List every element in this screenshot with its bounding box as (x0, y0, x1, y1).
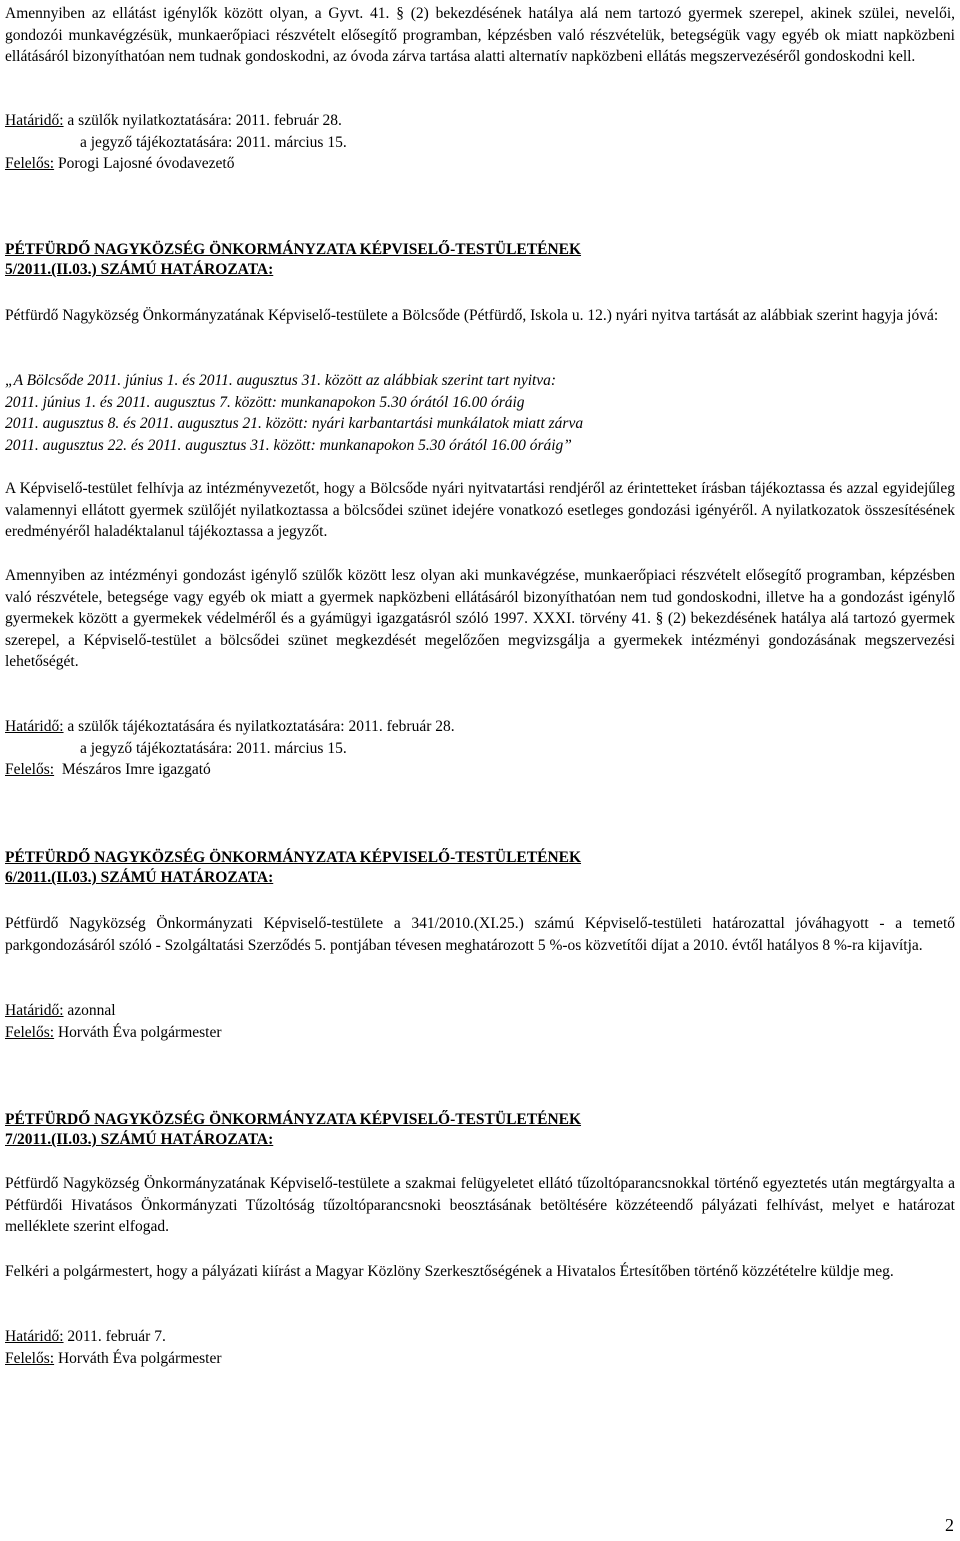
responsible-line (5, 153, 955, 175)
responsible-line (5, 759, 955, 781)
resolution-6-deadlines (5, 1000, 955, 1043)
resolution-6-paragraph-text: Pétfürdő Nagyközség Önkormányzati Képviselő-testülete a 341/2010.(XI.25.) számú Képviselő-testületi határozattal jóváhagyott - a temető parkgondozásáról szóló - Szolgáltatási Szerződés 5. pontjában tévesen meghatározott 5 %-os közvetítői díjat a 2010. évtől hatályos 8 %-ra kijavítja. (5, 915, 955, 954)
resolution-5-intro-text: Pétfürdő Nagyközség Önkormányzatának Képviselő-testülete a Bölcsőde (Pétfürdő, Iskola u. 12.) nyári nyitva tartását az alábbiak szerint hagyja jóvá: (5, 307, 939, 324)
resolution-heading-line-1: PÉTFÜRDŐ NAGYKÖZSÉG ÖNKORMÁNYZATA KÉPVISELŐ-TESTÜLETÉNEK (5, 1111, 582, 1128)
responsible-value: Horváth Éva polgármester (54, 1023, 222, 1041)
responsible-line (5, 1348, 955, 1370)
intro-paragraph: Amennyiben az ellátást igénylők között olyan, a Gyvt. 41. § (2) bekezdésének hatálya alá nem tartozó gyermek szerepel, akinek szülei, nevelői, gondozói munkavégzésük, munkaerőpiaci részvételt elősegítő programban, képzésben való részvételük, betegségük vagy egyéb ok miatt napközbeni ellátásáról bizonyíthatóan nem tudnak gondoskodni, az óvoda zárva tartása alatti alternatív napközbeni ellátás megszervezéséről gondoskodni kell. (5, 5, 955, 65)
page-number: 2 (945, 1515, 954, 1535)
resolution-heading-line-2: 7/2011.(II.03.) SZÁMÚ HATÁROZATA: (5, 1131, 274, 1148)
deadline-label: Határidő: (5, 1002, 64, 1019)
deadline-label: Határidő: (5, 718, 64, 735)
intro-paragraph-block (5, 3, 955, 68)
deadline-line-2: a jegyző tájékoztatására: 2011. március 15. (80, 739, 347, 757)
deadline-label: Határidő: (5, 112, 64, 129)
resolution-5-deadlines (5, 716, 955, 781)
resolution-heading-line-2: 5/2011.(II.03.) SZÁMÚ HATÁROZATA: (5, 261, 274, 278)
deadline-line (5, 110, 955, 132)
deadline-line-2: a jegyző tájékoztatására: 2011. március 15. (80, 133, 347, 151)
schedule-line: 2011. augusztus 8. és 2011. augusztus 21. között: nyári karbantartási munkálatok miatt zárva (5, 415, 584, 432)
resolution-5-intro (5, 305, 955, 327)
responsible-value: Porogi Lajosné óvodavezető (54, 155, 235, 172)
resolution-7-paragraph-1-text: Pétfürdő Nagyközség Önkormányzatának Képviselő-testülete a szakmai felügyeletet ellátó tűzoltóparancsnokkal történő egyeztetés után megtárgyalta a Pétfürdői Hivatásos Önkormányzati Tűzoltóság tűzoltóparancsnoki beosztásának betöltésére közzéteendő pályázati felhívást, melyet e határozat melléklete szerint elfogad. (5, 1175, 955, 1235)
responsible-label: Felelős: (5, 1023, 55, 1041)
responsible-label: Felelős: (5, 1349, 55, 1367)
schedule-line: 2011. augusztus 22. és 2011. augusztus 31. között: munkanapokon 5.30 órától 16.00 óráig” (5, 436, 572, 454)
deadline-line (5, 716, 955, 738)
resolution-6-heading (5, 848, 955, 888)
resolution-5-heading (5, 240, 955, 280)
responsible-label: Felelős: (5, 761, 55, 778)
responsible-value: Mészáros Imre igazgató (54, 761, 211, 778)
deadline-label: Határidő: (5, 1328, 64, 1345)
deadline-line (5, 1326, 955, 1348)
deadline-line (5, 1000, 955, 1022)
resolution-heading-line-1: PÉTFÜRDŐ NAGYKÖZSÉG ÖNKORMÁNYZATA KÉPVISELŐ-TESTÜLETÉNEK (5, 849, 582, 866)
kindergarten-deadlines (5, 110, 955, 175)
schedule-line: 2011. június 1. és 2011. augusztus 7. között: munkanapokon 5.30 órától 16.00 óráig (5, 393, 525, 411)
resolution-5-paragraph-1 (5, 478, 955, 543)
resolution-5-paragraph-2-text: Amennyiben az intézményi gondozást igénylő szülők között lesz olyan aki munkavégzése, munkaerőpiaci részvételt elősegítő programban, képzésben való részvétele, betegsége vagy egyéb ok miatt a gyermek napközbeni ellátásáról bizonyíthatóan nem tud gondoskodni, illetve ha a gondozást igénylő gyermekek között a gyermekek védelméről és a gyámügyi igazgatásról szóló 1997. XXXI. törvény 41. § (2) bekezdésének hatálya alá tartozó gyermek szerepel, a Képviselő-testület a bölcsődei szünet megkezdését megelőzően megvizsgálja a gyermekek intézményi gondozásának megszervezési lehetőségét. (5, 567, 955, 670)
resolution-7-paragraph-1 (5, 1173, 955, 1238)
deadline-value: azonnal (63, 1002, 116, 1019)
resolution-6-paragraph (5, 913, 955, 956)
responsible-label: Felelős: (5, 155, 55, 172)
deadline-value: a szülők nyilatkoztatására: 2011. február 28. (63, 112, 342, 129)
resolution-7-deadlines (5, 1326, 955, 1369)
resolution-7-paragraph-2 (5, 1261, 955, 1283)
resolution-7-paragraph-2-text: Felkéri a polgármestert, hogy a pályázati kiírást a Magyar Közlöny Szerkesztőségének a Hivatalos Értesítőben történő közzétételre küldje meg. (5, 1263, 894, 1280)
resolution-heading-line-1: PÉTFÜRDŐ NAGYKÖZSÉG ÖNKORMÁNYZATA KÉPVISELŐ-TESTÜLETÉNEK (5, 241, 582, 258)
deadline-value: 2011. február 7. (63, 1328, 166, 1345)
responsible-value: Horváth Éva polgármester (54, 1349, 222, 1367)
deadline-value: a szülők tájékoztatására és nyilatkoztatására: 2011. február 28. (63, 718, 455, 735)
resolution-7-heading (5, 1110, 955, 1150)
resolution-5-paragraph-2 (5, 565, 955, 673)
resolution-5-schedule (5, 370, 955, 456)
resolution-5-paragraph-1-text: A Képviselő-testület felhívja az intézményvezetőt, hogy a Bölcsőde nyári nyitvatartási rendjéről az érintetteket írásban tájékoztassa és azzal egyidejűleg valamennyi ellátott gyermek szülőjét nyilatkoztassa a bölcsődei szünet idejére vonatkozó esetleges gondozási igényéről. A nyilatkozatok összesítésének eredményéről haladéktalanul tájékoztassa a jegyzőt. (5, 480, 955, 540)
responsible-line (5, 1022, 955, 1044)
schedule-line: „A Bölcsőde 2011. június 1. és 2011. augusztus 31. között az alábbiak szerint tart nyitva: (5, 372, 557, 389)
resolution-heading-line-2: 6/2011.(II.03.) SZÁMÚ HATÁROZATA: (5, 869, 274, 886)
